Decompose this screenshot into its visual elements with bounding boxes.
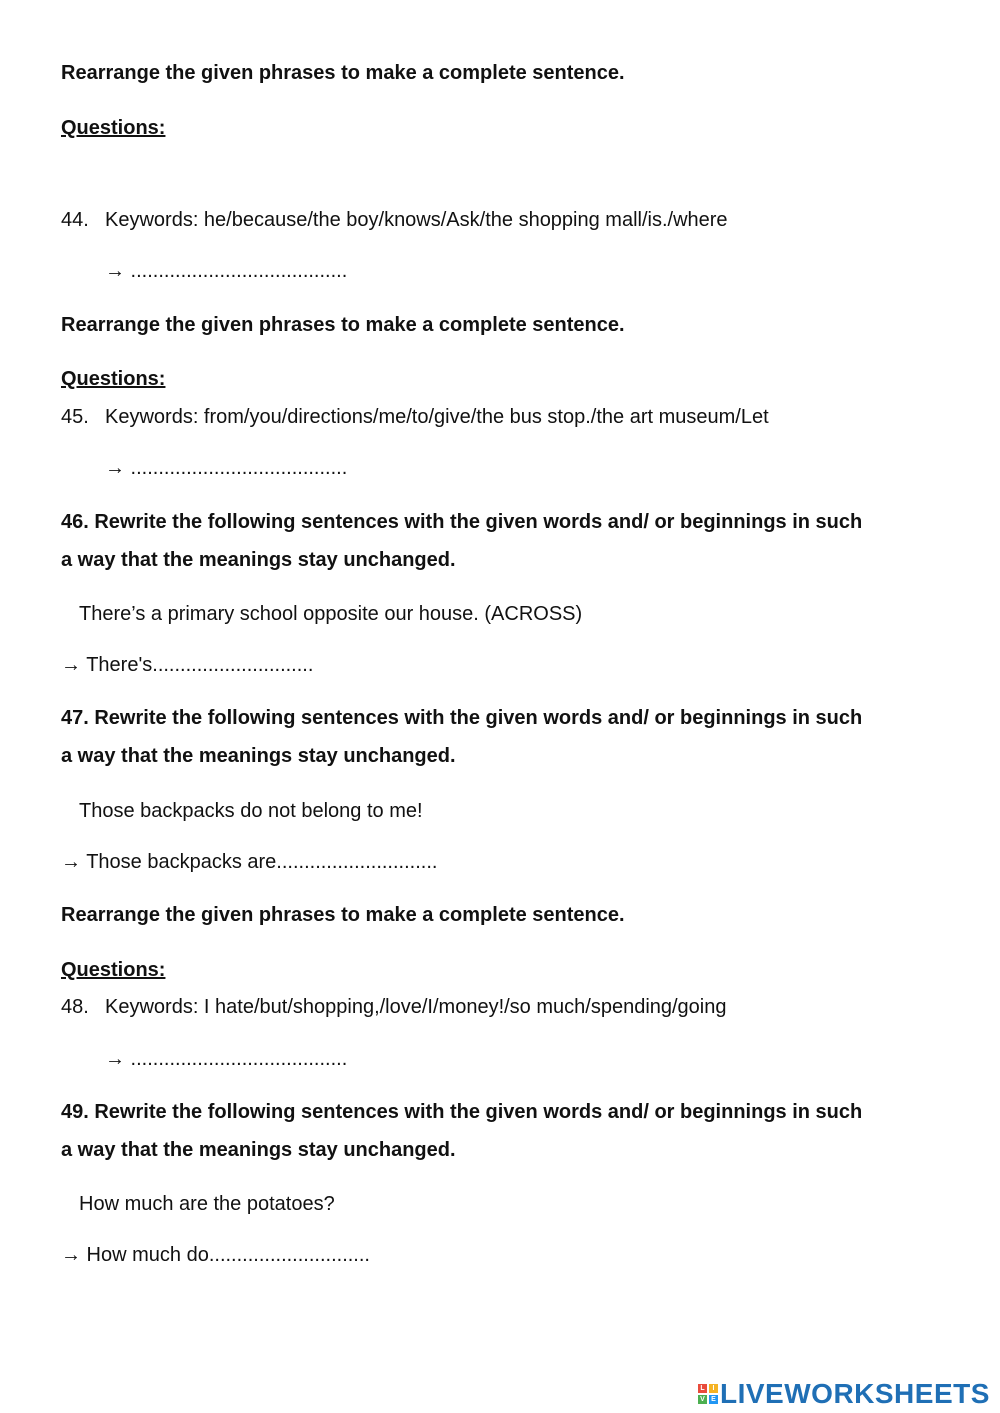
rewrite-instruction-line2: a way that the meanings stay unchanged. xyxy=(61,1139,456,1161)
question-keywords: Keywords: I hate/but/shopping,/love/I/money!/so much/spending/going xyxy=(105,996,727,1018)
rewrite-instruction-line2: a way that the meanings stay unchanged. xyxy=(61,745,456,767)
logo-block: V xyxy=(698,1395,707,1404)
given-sentence: There’s a primary school opposite our house. (ACROSS) xyxy=(79,603,583,625)
logo-block: E xyxy=(709,1395,718,1404)
logo-block: L xyxy=(698,1384,707,1393)
liveworksheets-logo xyxy=(698,1377,990,1411)
rewrite-instruction-line1: 49. Rewrite the following sentences with the given words and/ or beginnings in such xyxy=(61,1101,863,1123)
question-number: 44. xyxy=(61,209,89,231)
rewrite-instruction-line1: 47. Rewrite the following sentences with the given words and/ or beginnings in such xyxy=(61,707,863,729)
answer-blank[interactable]: → ....................................... xyxy=(105,457,348,479)
answer-blank[interactable]: → ....................................... xyxy=(105,1048,348,1070)
questions-heading: Questions: xyxy=(61,959,166,981)
rewrite-instruction-line2: a way that the meanings stay unchanged. xyxy=(61,549,456,571)
questions-heading: Questions: xyxy=(61,368,166,390)
logo-text: LIVEWORKSHEETS xyxy=(720,1378,990,1409)
answer-blank[interactable]: → ....................................... xyxy=(105,260,348,282)
logo-blocks-icon xyxy=(698,1384,718,1404)
answer-blank[interactable]: → How much do............................. xyxy=(61,1244,370,1266)
instruction-heading: Rearrange the given phrases to make a complete sentence. xyxy=(61,314,625,336)
instruction-heading: Rearrange the given phrases to make a complete sentence. xyxy=(61,904,625,926)
given-sentence: How much are the potatoes? xyxy=(79,1193,335,1215)
answer-blank[interactable]: → Those backpacks are............................. xyxy=(61,851,438,873)
instruction-heading: Rearrange the given phrases to make a complete sentence. xyxy=(61,62,625,84)
given-sentence: Those backpacks do not belong to me! xyxy=(79,800,423,822)
question-number: 45. xyxy=(61,406,89,428)
questions-heading: Questions: xyxy=(61,117,166,139)
question-number: 48. xyxy=(61,996,89,1018)
question-keywords: Keywords: from/you/directions/me/to/give/the bus stop./the art museum/Let xyxy=(105,406,769,428)
rewrite-instruction-line1: 46. Rewrite the following sentences with the given words and/ or beginnings in such xyxy=(61,511,863,533)
answer-blank[interactable]: → There's............................. xyxy=(61,654,314,676)
logo-block: I xyxy=(709,1384,718,1393)
question-keywords: Keywords: he/because/the boy/knows/Ask/the shopping mall/is./where xyxy=(105,209,728,231)
